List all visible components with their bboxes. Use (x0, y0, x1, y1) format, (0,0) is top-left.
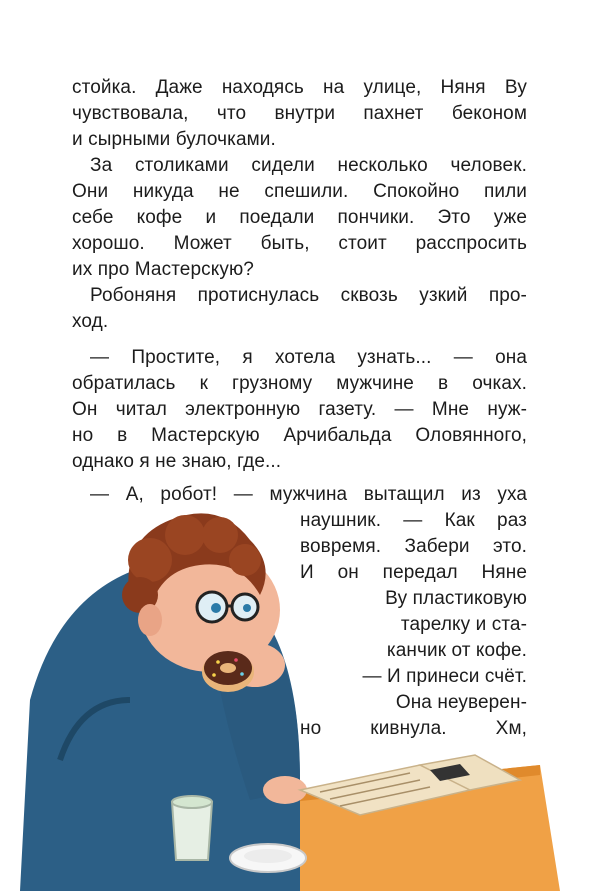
text-line: За столиками сидели несколько человек. (90, 155, 527, 176)
text-line: Она неуверен- (395, 692, 527, 713)
text-line: канчик от кофе. (386, 640, 527, 661)
text-line: обратилась к грузному мужчине в очках. (72, 373, 527, 394)
text-line: — Простите, я хотела узнать... — она (90, 347, 527, 368)
text-line: — И принеси счёт. (362, 666, 527, 687)
text-line: ход. (72, 311, 109, 332)
text-line: себе кофе и поедали пончики. Это уже (72, 207, 527, 228)
text-line: и сырными булочками. (72, 129, 276, 150)
text-line: тарелку и ста- (400, 614, 527, 635)
text-line: наушник. — Как раз (300, 510, 527, 531)
text-line: Они никуда не спешили. Спокойно пили (72, 181, 527, 202)
text-line: их про Мастерскую? (72, 259, 254, 280)
text-line: вовремя. Забери это. (300, 536, 527, 557)
text-line: И он передал Няне (300, 562, 527, 583)
text-line: Ву пластиковую (385, 588, 527, 609)
cup-icon (172, 796, 212, 860)
donut-icon (202, 651, 254, 692)
text-line: но в Мастерскую Арчибальда Оловянного, (72, 425, 527, 446)
text-line: Он читал электронную газету. — Мне нуж- (72, 399, 527, 420)
text-line: но кивнула. Хм, (300, 718, 527, 739)
text-line: чувствовала, что внутри пахнет беконом (72, 103, 527, 124)
text-line: однако я не знаю, где... (72, 451, 282, 472)
text-line: — А, робот! — мужчина вытащил из уха (90, 484, 527, 505)
text-line: Робоняня протиснулась сквозь узкий про- (90, 285, 527, 306)
text-line: хорошо. Может быть, стоит расспросить (72, 233, 527, 254)
plate-icon (230, 844, 306, 872)
text-line: стойка. Даже находясь на улице, Няня Ву (72, 77, 527, 98)
